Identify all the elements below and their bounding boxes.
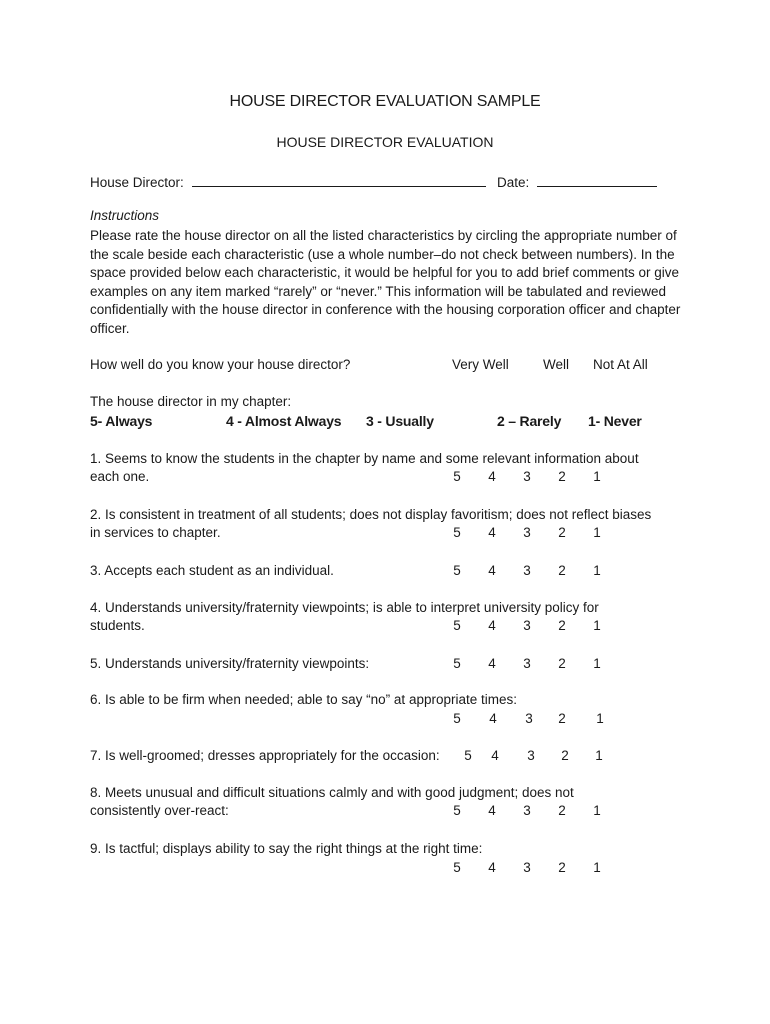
date-field[interactable]: [537, 172, 657, 187]
know-option-very-well[interactable]: Very Well: [452, 357, 509, 372]
item-7-text: 7. Is well-groomed; dresses appropriately for the occasion:: [90, 748, 440, 763]
item-3-rating-2[interactable]: 2: [558, 563, 566, 578]
item-1-rating-4[interactable]: 4: [488, 469, 496, 484]
item-6-rating-1[interactable]: 1: [596, 711, 604, 726]
item-2-text: 2. Is consistent in treatment of all students; does not display favoritism; does not reflect biases: [90, 507, 652, 522]
item-1-rating-1[interactable]: 1: [593, 469, 601, 484]
item-6-rating-5[interactable]: 5: [453, 711, 461, 726]
item-1-rating-2[interactable]: 2: [558, 469, 566, 484]
item-2-rating-2[interactable]: 2: [558, 525, 566, 540]
item-4-rating-1[interactable]: 1: [593, 618, 601, 633]
scale-never: 1- Never: [588, 413, 642, 429]
item-7-rating-4[interactable]: 4: [491, 748, 499, 763]
item-2-text-cont: in services to chapter.: [90, 525, 221, 540]
item-4-rating-2[interactable]: 2: [558, 618, 566, 633]
item-4-rating-3[interactable]: 3: [523, 618, 531, 633]
item-6-rating-4[interactable]: 4: [489, 711, 497, 726]
item-9-rating-5[interactable]: 5: [453, 860, 461, 875]
item-8-rating-1[interactable]: 1: [593, 803, 601, 818]
item-9-rating-4[interactable]: 4: [488, 860, 496, 875]
item-5-rating-2[interactable]: 2: [558, 656, 566, 671]
item-5-text: 5. Understands university/fraternity viewpoints:: [90, 656, 370, 671]
item-3-rating-3[interactable]: 3: [523, 563, 531, 578]
house-director-label: House Director:: [90, 175, 184, 190]
item-3-rating-4[interactable]: 4: [488, 563, 496, 578]
item-6-rating-3[interactable]: 3: [525, 711, 533, 726]
item-1-text-cont: each one.: [90, 469, 150, 484]
scale-rarely: 2 – Rarely: [497, 413, 562, 429]
scale-always: 5- Always: [90, 413, 153, 429]
scale-usually: 3 - Usually: [366, 413, 434, 429]
item-9-rating-2[interactable]: 2: [558, 860, 566, 875]
item-3-rating-1[interactable]: 1: [593, 563, 601, 578]
item-1-rating-3[interactable]: 3: [523, 469, 531, 484]
form-subtitle: HOUSE DIRECTOR EVALUATION: [276, 134, 494, 150]
item-4-text-cont: students.: [90, 618, 145, 633]
item-9-rating-1[interactable]: 1: [593, 860, 601, 875]
item-1-text: 1. Seems to know the students in the chapter by name and some relevant information about: [90, 451, 639, 466]
item-8-text-cont: consistently over-react:: [90, 803, 229, 818]
item-2-rating-1[interactable]: 1: [593, 525, 601, 540]
item-2-rating-5[interactable]: 5: [453, 525, 461, 540]
house-director-field[interactable]: [192, 172, 486, 187]
item-4-text: 4. Understands university/fraternity viewpoints; is able to interpret university policy for: [90, 600, 599, 615]
item-5-rating-3[interactable]: 3: [523, 656, 531, 671]
item-9-rating-3[interactable]: 3: [523, 860, 531, 875]
item-1-rating-5[interactable]: 5: [453, 469, 461, 484]
item-4-rating-4[interactable]: 4: [488, 618, 496, 633]
date-label: Date:: [497, 175, 530, 190]
item-7-rating-5[interactable]: 5: [464, 748, 472, 763]
item-6-rating-2[interactable]: 2: [558, 711, 566, 726]
item-7-rating-3[interactable]: 3: [527, 748, 535, 763]
item-2-rating-4[interactable]: 4: [488, 525, 496, 540]
item-9-text: 9. Is tactful; displays ability to say the right things at the right time:: [90, 841, 483, 856]
scale-intro: The house director in my chapter:: [90, 394, 292, 409]
item-5-rating-4[interactable]: 4: [488, 656, 496, 671]
item-5-rating-5[interactable]: 5: [453, 656, 461, 671]
item-5-rating-1[interactable]: 1: [593, 656, 601, 671]
item-7-rating-1[interactable]: 1: [595, 748, 603, 763]
item-6-text: 6. Is able to be firm when needed; able to say “no” at appropriate times:: [90, 692, 517, 707]
know-question: How well do you know your house director?: [90, 357, 351, 372]
item-8-text: 8. Meets unusual and difficult situations calmly and with good judgment; does not: [90, 785, 574, 800]
know-option-not-at-all[interactable]: Not At All: [593, 357, 648, 372]
item-8-rating-3[interactable]: 3: [523, 803, 531, 818]
item-8-rating-4[interactable]: 4: [488, 803, 496, 818]
item-8-rating-5[interactable]: 5: [453, 803, 461, 818]
item-8-rating-2[interactable]: 2: [558, 803, 566, 818]
scale-almost-always: 4 - Almost Always: [226, 413, 342, 429]
instructions-heading: Instructions: [90, 208, 160, 223]
item-3-rating-5[interactable]: 5: [453, 563, 461, 578]
document-title: HOUSE DIRECTOR EVALUATION SAMPLE: [229, 93, 541, 110]
know-option-well[interactable]: Well: [543, 357, 570, 372]
item-7-rating-2[interactable]: 2: [561, 748, 569, 763]
instructions-body: Please rate the house director on all the listed characteristics by circling the appropriate number of the scale beside each characteristic (use a whole number–do not check between numbers). In the space provided below each characteristic, it would be helpful for you to add brief comments or give examples on any item marked “rarely” or “never.” This information will be tabulated and reviewed confidentially with the house director in conference with the housing corporation officer and chapter officer.: [90, 228, 681, 336]
house-director-row: [90, 172, 486, 190]
date-row: [497, 172, 657, 190]
item-4-rating-5[interactable]: 5: [453, 618, 461, 633]
item-2-rating-3[interactable]: 3: [523, 525, 531, 540]
item-3-text: 3. Accepts each student as an individual.: [90, 563, 334, 578]
